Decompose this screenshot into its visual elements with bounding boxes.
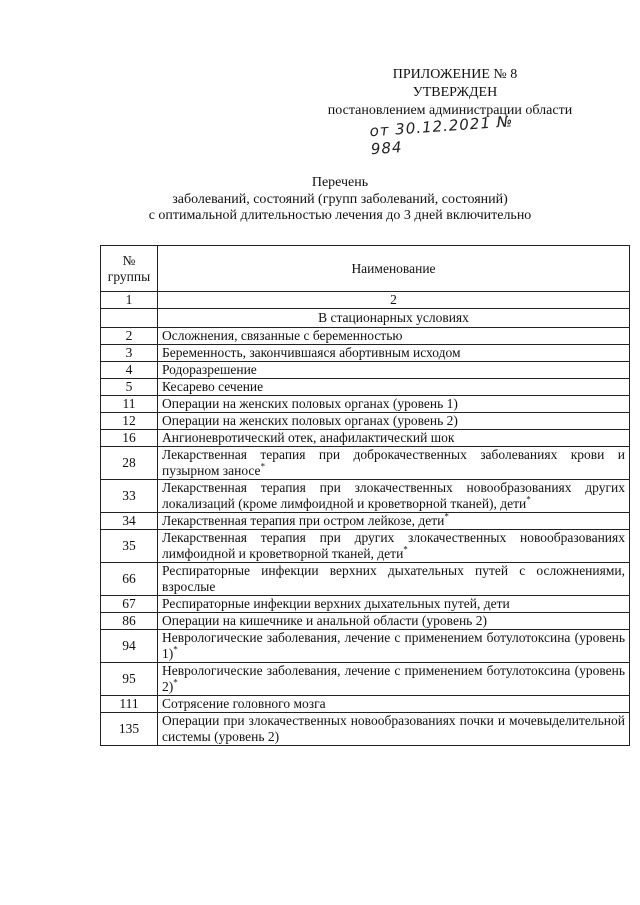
table-row (101, 696, 630, 713)
footnote-mark: * (173, 644, 178, 655)
group-number: 11 (101, 396, 158, 413)
group-name (158, 563, 630, 596)
table-row (101, 563, 630, 596)
document-subtitle-2: с оптимальной длительностью лечения до 3 дней включительно (148, 208, 532, 223)
table-row (101, 447, 630, 480)
group-name-text: Операции при злокачественных новообразованиях почки и мочевыделительной системы (уровень 2) (162, 713, 625, 744)
group-name (158, 379, 630, 396)
table-row (101, 379, 630, 396)
table-index-row (101, 292, 630, 309)
group-name (158, 480, 630, 513)
group-number: 111 (101, 696, 158, 713)
group-name (158, 630, 630, 663)
group-name (158, 613, 630, 630)
section-title: В стационарных условиях (158, 309, 630, 328)
diseases-table (100, 245, 630, 746)
table-row (101, 345, 630, 362)
table-row (101, 480, 630, 513)
group-number: 16 (101, 430, 158, 447)
table-row (101, 613, 630, 630)
group-name-text: Кесарево сечение (162, 379, 264, 394)
footnote-mark: * (444, 511, 449, 522)
group-name-text: Лекарственная терапия при остром лейкозе, дети (162, 513, 445, 528)
group-name-text: Лекарственная терапия при других злокачественных новообразованиях лимфоидной и кроветворной тканей, дети (162, 530, 625, 561)
footnote-mark: * (173, 677, 178, 688)
table-header-row (101, 246, 630, 292)
table-row (101, 530, 630, 563)
group-number: 28 (101, 447, 158, 480)
group-name (158, 413, 630, 430)
group-number: 95 (101, 663, 158, 696)
group-name-text: Родоразрешение (162, 362, 257, 377)
group-number: 86 (101, 613, 158, 630)
group-name (158, 362, 630, 379)
group-name (158, 663, 630, 696)
group-number: 4 (101, 362, 158, 379)
resolution-label: постановлением администрации области (327, 103, 573, 118)
group-number: 94 (101, 630, 158, 663)
group-name-text: Лекарственная терапия при доброкачественных заболеваниях крови и пузырном заносе (162, 447, 625, 478)
footnote-mark: * (260, 461, 266, 472)
group-name (158, 530, 630, 563)
table-row (101, 630, 630, 663)
handwritten-date-signature: от 30.12.2021 № 984 (368, 112, 514, 159)
group-name-text: Респираторные инфекции верхних дыхательных путей с осложнениями, взрослые (162, 563, 625, 594)
group-number: 12 (101, 413, 158, 430)
group-number: 135 (101, 713, 158, 746)
group-name (158, 696, 630, 713)
group-name-text: Респираторные инфекции верхних дыхательных путей, дети (162, 596, 510, 611)
group-name-text: Лекарственная терапия при злокачественных новообразованиях других локализаций (кроме лимфоидной и кроветворной тканей), дети (162, 480, 625, 511)
col-name-header: Наименование (158, 246, 630, 292)
group-number: 3 (101, 345, 158, 362)
group-name-text: Неврологические заболевания, лечение с применением ботулотоксина (уровень 1) (162, 630, 625, 661)
group-name-text: Операции на женских половых органах (уровень 2) (162, 413, 458, 428)
table-row (101, 362, 630, 379)
group-number: 35 (101, 530, 158, 563)
table-row (101, 713, 630, 746)
table-row (101, 513, 630, 530)
group-name (158, 396, 630, 413)
table-row (101, 328, 630, 345)
appendix-number: ПРИЛОЖЕНИЕ № 8 (392, 67, 518, 82)
group-number: 34 (101, 513, 158, 530)
col-index-2: 2 (158, 292, 630, 309)
group-number: 5 (101, 379, 158, 396)
document-subtitle-1: заболеваний, состояний (групп заболеваний, состояний) (172, 192, 508, 207)
group-number: 33 (101, 480, 158, 513)
table-row (101, 396, 630, 413)
col-index-1: 1 (101, 292, 158, 309)
section-row (101, 309, 630, 328)
table-row (101, 430, 630, 447)
col-group-number-header: № группы (101, 246, 158, 292)
group-name (158, 430, 630, 447)
document-title: Перечень (311, 175, 369, 190)
table-row (101, 413, 630, 430)
group-name-text: Беременность, закончившаяся абортивным исходом (162, 345, 461, 360)
footnote-mark: * (526, 494, 531, 505)
group-name (158, 513, 630, 530)
table-row (101, 663, 630, 696)
group-name-text: Неврологические заболевания, лечение с применением ботулотоксина (уровень 2) (162, 663, 625, 694)
group-name (158, 447, 630, 480)
group-number: 2 (101, 328, 158, 345)
group-name (158, 596, 630, 613)
group-name (158, 328, 630, 345)
group-number: 67 (101, 596, 158, 613)
group-name-text: Операции на кишечнике и анальной области (уровень 2) (162, 613, 487, 628)
group-name-text: Ангионевротический отек, анафилактический шок (162, 430, 455, 445)
group-name (158, 345, 630, 362)
group-name (158, 713, 630, 746)
approved-label: УТВЕРЖДЕН (412, 85, 498, 100)
group-name-text: Операции на женских половых органах (уровень 1) (162, 396, 458, 411)
group-name-text: Осложнения, связанные с беременностью (162, 328, 403, 343)
group-name-text: Сотрясение головного мозга (162, 696, 326, 711)
group-number: 66 (101, 563, 158, 596)
footnote-mark: * (403, 544, 408, 555)
table-row (101, 596, 630, 613)
